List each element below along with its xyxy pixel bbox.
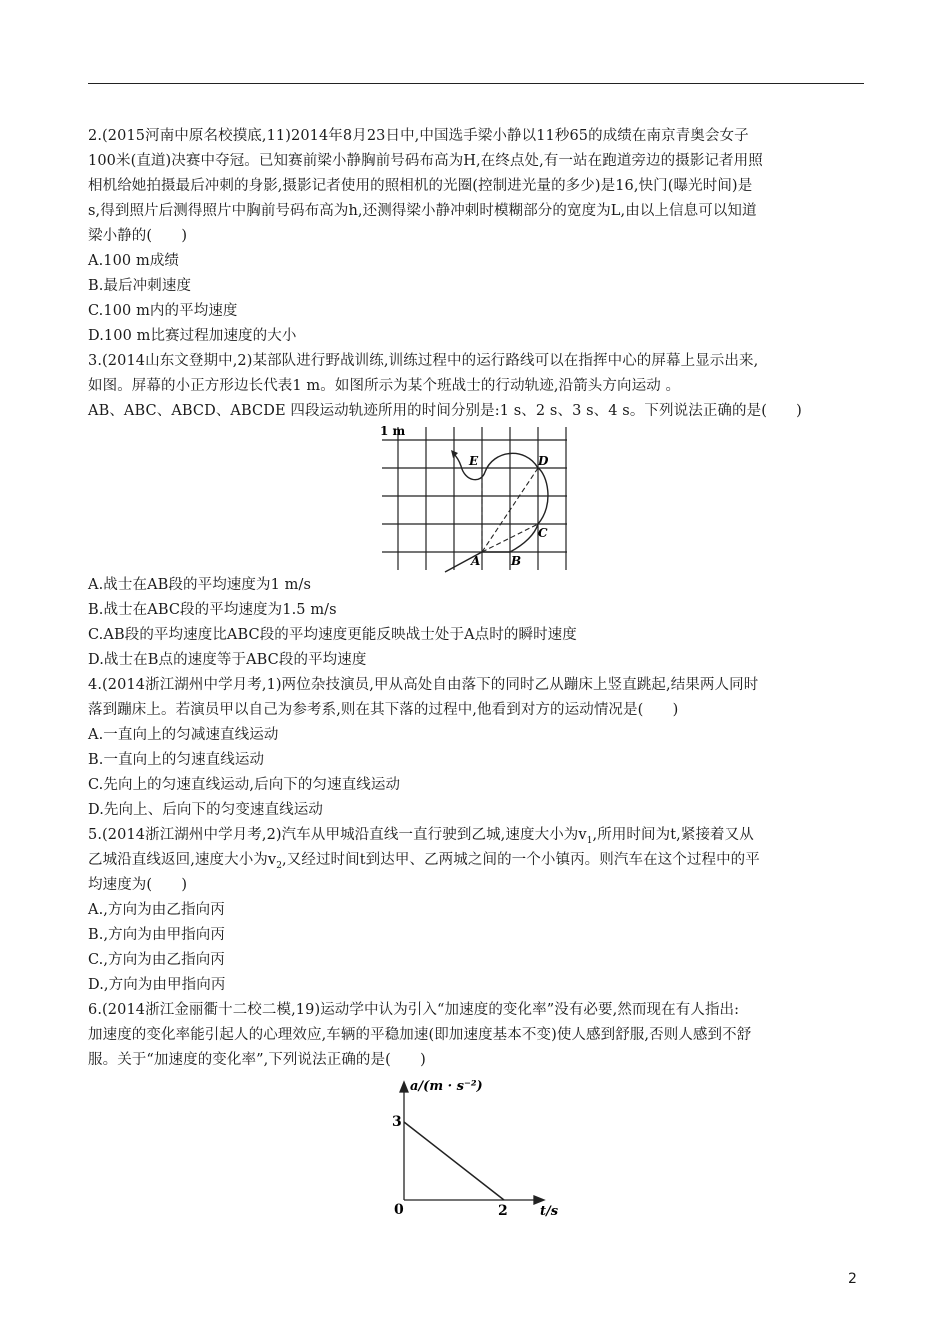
q2-stem-line-1: 2.(2015河南中原名校摸底,11)2014年8月23日中,中国选手梁小静以11秒65的成绩在南京青奥会女子 xyxy=(88,128,749,144)
q3-point-labels xyxy=(468,454,549,568)
q4-option-c: C.先向上的匀速直线运动,后向下的匀速直线运动 xyxy=(88,777,401,793)
q5-stem-l2-b: ,又经过时间t到达甲、乙两城之间的一个小镇丙。则汽车在这个过程中的平 xyxy=(282,852,760,868)
q2-stem-line-4: s,得到照片后测得照片中胸前号码布高为h,还测得梁小静冲刺时模糊部分的宽度为L,由以上信息可以知道 xyxy=(88,203,757,219)
q3-stem-line-3: AB、ABC、ABCD、ABCDE 四段运动轨迹所用的时间分别是:1 s、2 s、3 s、4 s。下列说法正确的是( ) xyxy=(88,403,802,419)
q6-x-axis-arrow xyxy=(534,1196,544,1204)
q5-option-d: D.,方向为由甲指向丙 xyxy=(88,977,226,993)
q3-point-a: A xyxy=(471,554,481,568)
q6-y-axis-arrow xyxy=(400,1082,408,1092)
q3-point-b: B xyxy=(511,554,522,568)
q3-stem-line-1: 3.(2014山东文登期中,2)某部队进行野战训练,训练过程中的运行路线可以在指挥中心的屏幕上显示出来, xyxy=(88,353,759,369)
q3-point-d: D xyxy=(538,454,549,468)
q5-stem-l1-b: ,所用时间为t,紧接着又从 xyxy=(592,827,754,843)
q5-stem-l2-sub: 2 xyxy=(276,860,283,871)
q5-stem-l2-a: 乙城沿直线返回,速度大小为v xyxy=(88,852,277,868)
page-number: 2 xyxy=(848,1271,857,1287)
q2-stem-line-2: 100米(直道)决赛中夺冠。已知赛前梁小静胸前号码布高为H,在终点处,有一站在跑道旁边的摄影记者用照 xyxy=(88,153,763,169)
q3-trajectory-figure xyxy=(375,422,575,574)
q3-point-e: E xyxy=(469,454,479,468)
q2-option-a: A.100 m成绩 xyxy=(88,253,180,269)
q6-stem-line-1: 6.(2014浙江金丽衢十二校二模,19)运动学中认为引入“加速度的变化率”没有必要,然而现在有人指出: xyxy=(88,1002,740,1018)
q2-stem-line-3: 相机给她拍摄最后冲刺的身影,摄影记者使用的照相机的光圈(控制进光量的多少)是16,快门(曝光时间)是 xyxy=(88,178,753,194)
q4-option-d: D.先向上、后向下的匀变速直线运动 xyxy=(88,802,323,818)
q6-x-tick-label: 2 xyxy=(498,1203,508,1219)
q6-data-line xyxy=(404,1122,504,1200)
header-rule xyxy=(88,83,864,84)
q6-stem-line-3: 服。关于“加速度的变化率”,下列说法正确的是( ) xyxy=(88,1052,426,1068)
q3-option-c: C.AB段的平均速度比ABC段的平均速度更能反映战士处于A点时的瞬时速度 xyxy=(88,627,577,643)
q2-option-d: D.100 m比赛过程加速度的大小 xyxy=(88,328,297,344)
q5-option-c: C.,方向为由乙指向丙 xyxy=(88,952,225,968)
q6-acceleration-graph xyxy=(360,1072,580,1222)
q3-grid xyxy=(382,427,567,570)
q3-option-a: A.战士在AB段的平均速度为1 m/s xyxy=(88,577,312,593)
q3-trajectory-path xyxy=(445,453,548,572)
q5-stem-l1-sub: 1 xyxy=(586,835,593,846)
q2-option-c: C.100 m内的平均速度 xyxy=(88,303,238,319)
q3-stem-line-2: 如图。屏幕的小正方形边长代表1 m。如图所示为某个班战士的行动轨迹,沿箭头方向运动 。 xyxy=(88,378,681,394)
q5-stem-l1-a: 5.(2014浙江湖州中学月考,2)汽车从甲城沿直线一直行驶到乙城,速度大小为v xyxy=(88,827,587,843)
q2-stem-line-5: 梁小静的( ) xyxy=(88,228,188,244)
q5-stem-line-2 xyxy=(88,848,760,879)
q5-option-b: B.,方向为由甲指向丙 xyxy=(88,927,225,943)
q4-stem-line-1: 4.(2014浙江湖州中学月考,1)两位杂技演员,甲从高处自由落下的同时乙从蹦床上竖直跳起,结果两人同时 xyxy=(88,677,759,693)
q3-option-d: D.战士在B点的速度等于ABC段的平均速度 xyxy=(88,652,367,668)
q6-y-axis-label: a/(m · s⁻²) xyxy=(410,1079,483,1094)
q6-axes xyxy=(400,1082,544,1204)
q3-option-b: B.战士在ABC段的平均速度为1.5 m/s xyxy=(88,602,337,618)
q6-y-tick-label: 3 xyxy=(392,1114,402,1130)
q6-origin-label: 0 xyxy=(394,1202,404,1218)
q4-stem-line-2: 落到蹦床上。若演员甲以自己为参考系,则在其下落的过程中,他看到对方的运动情况是( ) xyxy=(88,702,679,718)
q4-option-b: B.一直向上的匀速直线运动 xyxy=(88,752,265,768)
q2-option-b: B.最后冲刺速度 xyxy=(88,278,192,294)
q5-option-a: A.,方向为由乙指向丙 xyxy=(88,902,225,918)
q3-scale-label: 1 m xyxy=(380,424,406,438)
q4-option-a: A.一直向上的匀减速直线运动 xyxy=(88,727,279,743)
q6-x-axis-label: t/s xyxy=(540,1204,559,1219)
q3-point-c: C xyxy=(538,526,548,540)
q6-stem-line-2: 加速度的变化率能引起人的心理效应,车辆的平稳加速(即加速度基本不变)使人感到舒服,否则人感到不舒 xyxy=(88,1027,752,1043)
q5-stem-line-3: 均速度为( ) xyxy=(88,877,188,893)
